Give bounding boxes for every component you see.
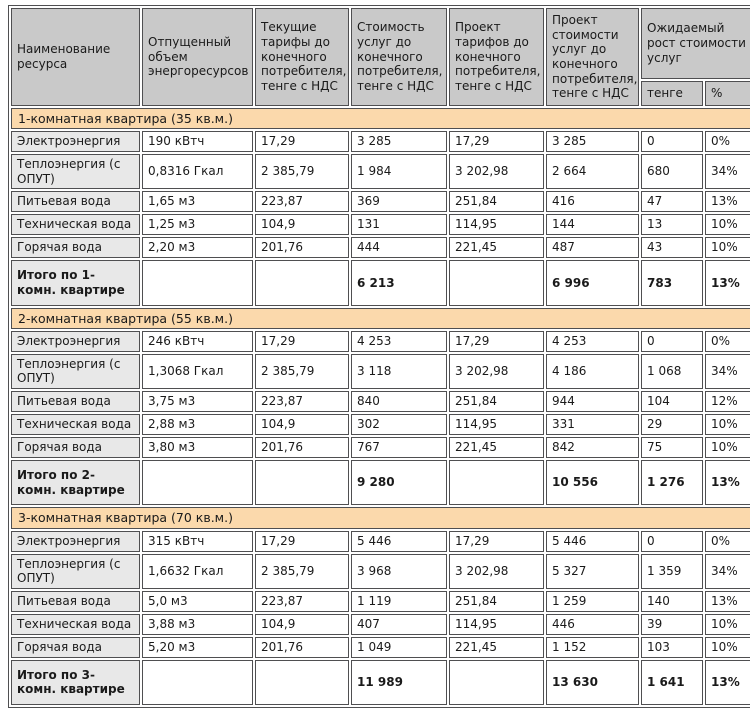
total-label-cell: Итого по 1-комн. квартире <box>11 260 140 305</box>
total-value-cell <box>255 260 349 305</box>
resource-name-cell: Техническая вода <box>11 214 140 235</box>
value-cell: 944 <box>546 391 639 412</box>
value-cell: 5 327 <box>546 554 639 589</box>
resource-name-cell: Горячая вода <box>11 237 140 258</box>
resource-name-cell: Техническая вода <box>11 614 140 635</box>
total-value-cell <box>449 660 544 705</box>
value-cell: 2,20 м3 <box>142 237 253 258</box>
value-cell: 17,29 <box>449 331 544 352</box>
value-cell: 331 <box>546 414 639 435</box>
subcolumn-header-percent: % <box>705 81 750 106</box>
value-cell: 223,87 <box>255 191 349 212</box>
header-row-main <box>11 8 750 79</box>
value-cell: 2 664 <box>546 154 639 189</box>
value-cell: 10% <box>705 237 750 258</box>
value-cell: 1,6632 Гкал <box>142 554 253 589</box>
value-cell: 10% <box>705 414 750 435</box>
column-header-4: Стоимость услуг до конечного потребителя, тенге с НДС <box>351 8 447 106</box>
total-value-cell <box>449 260 544 305</box>
table-body <box>11 108 750 705</box>
value-cell: 1 049 <box>351 637 447 658</box>
resource-name-cell: Электроэнергия <box>11 531 140 552</box>
value-cell: 17,29 <box>255 331 349 352</box>
value-cell: 842 <box>546 437 639 458</box>
value-cell: 140 <box>641 591 703 612</box>
total-value-cell: 13% <box>705 460 750 505</box>
value-cell: 2 385,79 <box>255 154 349 189</box>
value-cell: 315 кВтч <box>142 531 253 552</box>
value-cell: 0 <box>641 131 703 152</box>
total-label-cell: Итого по 2-комн. квартире <box>11 460 140 505</box>
value-cell: 1,3068 Гкал <box>142 354 253 389</box>
value-cell: 407 <box>351 614 447 635</box>
section-header-row <box>11 507 750 528</box>
value-cell: 0% <box>705 531 750 552</box>
value-cell: 114,95 <box>449 414 544 435</box>
table-header <box>11 8 750 106</box>
value-cell: 223,87 <box>255 591 349 612</box>
table-row <box>11 554 750 589</box>
resource-name-cell: Питьевая вода <box>11 591 140 612</box>
total-value-cell <box>142 460 253 505</box>
value-cell: 0 <box>641 331 703 352</box>
value-cell: 3 202,98 <box>449 354 544 389</box>
total-value-cell: 6 996 <box>546 260 639 305</box>
value-cell: 17,29 <box>449 131 544 152</box>
value-cell: 1 119 <box>351 591 447 612</box>
value-cell: 17,29 <box>255 131 349 152</box>
table-row <box>11 331 750 352</box>
resource-name-cell: Питьевая вода <box>11 391 140 412</box>
value-cell: 446 <box>546 614 639 635</box>
value-cell: 190 кВтч <box>142 131 253 152</box>
value-cell: 114,95 <box>449 614 544 635</box>
value-cell: 5 446 <box>546 531 639 552</box>
resource-name-cell: Горячая вода <box>11 437 140 458</box>
column-header-1: Наименование ресурса <box>11 8 140 106</box>
value-cell: 12% <box>705 391 750 412</box>
value-cell: 4 186 <box>546 354 639 389</box>
value-cell: 2,88 м3 <box>142 414 253 435</box>
total-value-cell <box>255 660 349 705</box>
value-cell: 3 968 <box>351 554 447 589</box>
value-cell: 2 385,79 <box>255 554 349 589</box>
value-cell: 104,9 <box>255 614 349 635</box>
total-label-cell: Итого по 3-комн. квартире <box>11 660 140 705</box>
table-row <box>11 531 750 552</box>
value-cell: 13 <box>641 214 703 235</box>
total-value-cell: 6 213 <box>351 260 447 305</box>
table-row <box>11 414 750 435</box>
table-row <box>11 591 750 612</box>
value-cell: 4 253 <box>546 331 639 352</box>
value-cell: 144 <box>546 214 639 235</box>
value-cell: 0% <box>705 331 750 352</box>
value-cell: 1,25 м3 <box>142 214 253 235</box>
value-cell: 2 385,79 <box>255 354 349 389</box>
total-value-cell <box>142 260 253 305</box>
column-header-5: Проект тарифов до конечного потребителя, тенге с НДС <box>449 8 544 106</box>
value-cell: 4 253 <box>351 331 447 352</box>
value-cell: 1 259 <box>546 591 639 612</box>
value-cell: 10% <box>705 614 750 635</box>
table-row <box>11 214 750 235</box>
value-cell: 0,8316 Гкал <box>142 154 253 189</box>
value-cell: 131 <box>351 214 447 235</box>
total-value-cell: 13% <box>705 260 750 305</box>
table-row <box>11 154 750 189</box>
resource-name-cell: Электроэнергия <box>11 331 140 352</box>
value-cell: 0% <box>705 131 750 152</box>
value-cell: 10% <box>705 214 750 235</box>
value-cell: 251,84 <box>449 591 544 612</box>
value-cell: 29 <box>641 414 703 435</box>
value-cell: 104,9 <box>255 214 349 235</box>
value-cell: 3,88 м3 <box>142 614 253 635</box>
value-cell: 3 285 <box>546 131 639 152</box>
total-value-cell: 1 276 <box>641 460 703 505</box>
value-cell: 10% <box>705 437 750 458</box>
value-cell: 840 <box>351 391 447 412</box>
value-cell: 1,65 м3 <box>142 191 253 212</box>
subcolumn-header-tenge: тенге <box>641 81 703 106</box>
resource-name-cell: Горячая вода <box>11 637 140 658</box>
table-row <box>11 614 750 635</box>
value-cell: 221,45 <box>449 237 544 258</box>
tariff-table <box>8 5 750 708</box>
value-cell: 104 <box>641 391 703 412</box>
table-row <box>11 354 750 389</box>
value-cell: 680 <box>641 154 703 189</box>
value-cell: 3 118 <box>351 354 447 389</box>
value-cell: 3 285 <box>351 131 447 152</box>
section-header-row <box>11 308 750 329</box>
value-cell: 13% <box>705 191 750 212</box>
value-cell: 5 446 <box>351 531 447 552</box>
value-cell: 3 202,98 <box>449 154 544 189</box>
value-cell: 221,45 <box>449 437 544 458</box>
value-cell: 221,45 <box>449 637 544 658</box>
total-value-cell <box>255 460 349 505</box>
value-cell: 3,80 м3 <box>142 437 253 458</box>
value-cell: 223,87 <box>255 391 349 412</box>
table-row <box>11 437 750 458</box>
total-row <box>11 260 750 305</box>
table-row <box>11 237 750 258</box>
value-cell: 3,75 м3 <box>142 391 253 412</box>
value-cell: 201,76 <box>255 437 349 458</box>
value-cell: 34% <box>705 354 750 389</box>
total-row <box>11 460 750 505</box>
value-cell: 75 <box>641 437 703 458</box>
total-value-cell: 11 989 <box>351 660 447 705</box>
value-cell: 17,29 <box>449 531 544 552</box>
total-value-cell: 10 556 <box>546 460 639 505</box>
value-cell: 369 <box>351 191 447 212</box>
section-title: 1-комнатная квартира (35 кв.м.) <box>11 108 750 129</box>
column-header-expected-growth: Ожидаемый рост стоимости услуг <box>641 8 750 79</box>
value-cell: 0 <box>641 531 703 552</box>
total-value-cell <box>449 460 544 505</box>
total-row <box>11 660 750 705</box>
value-cell: 302 <box>351 414 447 435</box>
value-cell: 444 <box>351 237 447 258</box>
section-title: 2-комнатная квартира (55 кв.м.) <box>11 308 750 329</box>
value-cell: 251,84 <box>449 191 544 212</box>
value-cell: 416 <box>546 191 639 212</box>
table-row <box>11 191 750 212</box>
resource-name-cell: Теплоэнергия (с ОПУТ) <box>11 154 140 189</box>
column-header-2: Отпущенный объем энергоресурсов <box>142 8 253 106</box>
value-cell: 34% <box>705 554 750 589</box>
value-cell: 201,76 <box>255 237 349 258</box>
resource-name-cell: Теплоэнергия (с ОПУТ) <box>11 554 140 589</box>
total-value-cell: 13% <box>705 660 750 705</box>
resource-name-cell: Питьевая вода <box>11 191 140 212</box>
resource-name-cell: Теплоэнергия (с ОПУТ) <box>11 354 140 389</box>
total-value-cell: 1 641 <box>641 660 703 705</box>
column-header-6: Проект стоимости услуг до конечного потребителя, тенге с НДС <box>546 8 639 106</box>
value-cell: 3 202,98 <box>449 554 544 589</box>
value-cell: 17,29 <box>255 531 349 552</box>
value-cell: 246 кВтч <box>142 331 253 352</box>
column-header-3: Текущие тарифы до конечного потребителя, тенге с НДС <box>255 8 349 106</box>
value-cell: 114,95 <box>449 214 544 235</box>
value-cell: 767 <box>351 437 447 458</box>
value-cell: 1 152 <box>546 637 639 658</box>
table-row <box>11 131 750 152</box>
table-row <box>11 637 750 658</box>
value-cell: 34% <box>705 154 750 189</box>
value-cell: 104,9 <box>255 414 349 435</box>
table-row <box>11 391 750 412</box>
section-header-row <box>11 108 750 129</box>
value-cell: 201,76 <box>255 637 349 658</box>
total-value-cell <box>142 660 253 705</box>
value-cell: 43 <box>641 237 703 258</box>
total-value-cell: 9 280 <box>351 460 447 505</box>
value-cell: 1 984 <box>351 154 447 189</box>
value-cell: 103 <box>641 637 703 658</box>
value-cell: 5,20 м3 <box>142 637 253 658</box>
resource-name-cell: Техническая вода <box>11 414 140 435</box>
resource-name-cell: Электроэнергия <box>11 131 140 152</box>
value-cell: 5,0 м3 <box>142 591 253 612</box>
value-cell: 487 <box>546 237 639 258</box>
value-cell: 1 068 <box>641 354 703 389</box>
value-cell: 13% <box>705 591 750 612</box>
value-cell: 251,84 <box>449 391 544 412</box>
value-cell: 47 <box>641 191 703 212</box>
value-cell: 1 359 <box>641 554 703 589</box>
value-cell: 39 <box>641 614 703 635</box>
total-value-cell: 13 630 <box>546 660 639 705</box>
value-cell: 10% <box>705 637 750 658</box>
section-title: 3-комнатная квартира (70 кв.м.) <box>11 507 750 528</box>
total-value-cell: 783 <box>641 260 703 305</box>
